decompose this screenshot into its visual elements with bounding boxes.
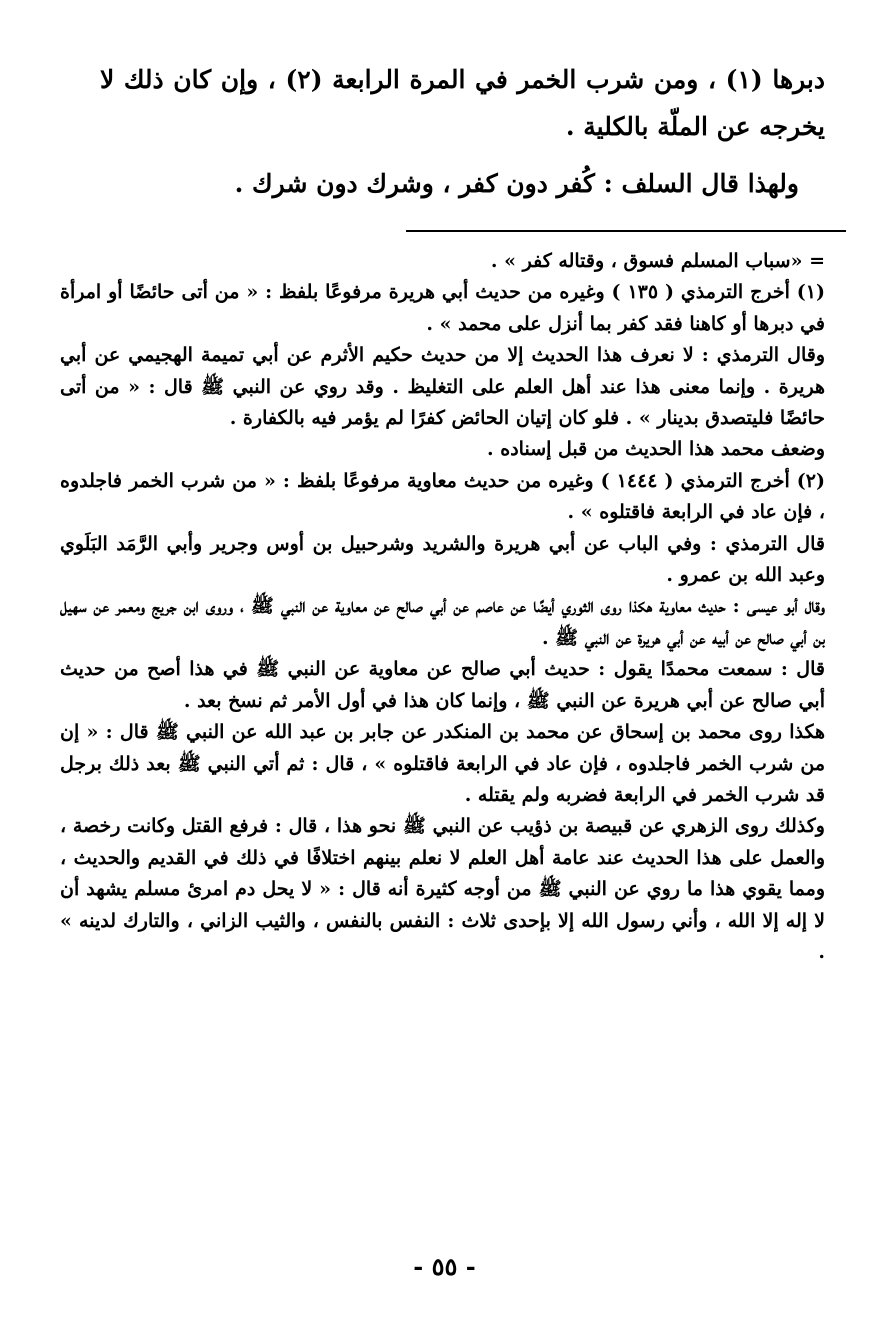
footnote-paragraph: وكذلك روى الزهري عن قبيصة بن ذؤيب عن النبي ﷺ نحو هذا ، قال : فرفع القتل وكانت رخصة ، والعمل على هذا الحديث عند عامة أهل العلم لا نعلم بينهم اختلافًا في ذلك في القديم والحديث ، ومما يقوي هذا ما روي عن النبي ﷺ من أوجه كثيرة أنه قال : « لا يحل دم امرئ مسلم يشهد أن لا إله إلا الله ، وأني رسول الله إلا بإحدى ثلاث : النفس بالنفس ، والثيب الزاني ، والتارك لدينه » . bbox=[60, 815, 825, 963]
main-text bbox=[100, 56, 825, 207]
page-number: - ٥٥ - bbox=[413, 1252, 476, 1281]
footnote-paragraph: قال الترمذي : وفي الباب عن أبي هريرة والشريد وشرحبيل بن أوس وجرير وأبي الرَّمَد البَلَوي وعبد الله بن عمرو . bbox=[60, 532, 825, 587]
main-paragraph: دبرها (١) ، ومن شرب الخمر في المرة الرابعة (٢) ، وإن كان ذلك لا يخرجه عن الملّة بالكلية . bbox=[100, 65, 826, 141]
footnote-paragraph: وقال أبو عيسى : حديث معاوية هكذا روى الثوري أيضًا عن عاصم عن أبي صالح عن معاوية عن النبي ﷺ ، وروى ابن جريج ومعمر عن سهيل بن أبي صالح عن أبيه عن أبي هريرة عن النبي ﷺ . bbox=[60, 595, 825, 649]
footnote-1: (١) أخرج الترمذي ( ١٣٥ ) وغيره من حديث أبي هريرة مرفوعًا بلفظ : « من أتى حائضًا أو امرأة في دبرها أو كاهنا فقد كفر بما أنزل على محمد » . bbox=[60, 281, 825, 335]
footnote-continuation: = «سباب المسلم فسوق ، وقتاله كفر » . bbox=[490, 250, 825, 272]
footnote-paragraph: وقال الترمذي : لا نعرف هذا الحديث إلا من حديث حكيم الأثرم عن أبي تميمة الهجيمي عن أبي هريرة . وإنما معنى هذا عند أهل العلم على التغليظ . وقد روي عن النبي ﷺ قال : « من أتى حائضًا فليتصدق بدينار » . فلو كان إتيان الحائض كفرًا لم يؤمر فيه بالكفارة . bbox=[60, 344, 825, 430]
footnotes bbox=[60, 246, 825, 968]
footnote-paragraph: وضعف محمد هذا الحديث من قبل إسناده . bbox=[487, 438, 825, 461]
footnote-2: (٢) أخرج الترمذي ( ١٤٤٤ ) وغيره من حديث معاوية مرفوعًا بلفظ : « من شرب الخمر فاجلدوه ، فإن عاد في الرابعة فاقتلوه » . bbox=[60, 469, 825, 524]
main-paragraph: ولهذا قال السلف : كُفر دون كفر ، وشرك دون شرك . bbox=[234, 169, 799, 198]
footnote-paragraph: هكذا روى محمد بن إسحاق عن محمد بن المنكدر عن جابر بن عبد الله عن النبي ﷺ قال : « إن من شرب الخمر فاجلدوه ، فإن عاد في الرابعة فاقتلوه » ، قال : ثم أتي النبي ﷺ بعد ذلك برجل قد شرب الخمر في الرابعة فضربه ولم يقتله . bbox=[60, 721, 825, 806]
footnote-separator bbox=[406, 230, 846, 232]
footnote-paragraph: قال : سمعت محمدًا يقول : حديث أبي صالح عن معاوية عن النبي ﷺ في هذا أصح من حديث أبي صالح عن أبي هريرة عن النبي ﷺ ، وإنما كان هذا في أول الأمر ثم نسخ بعد . bbox=[60, 658, 825, 712]
